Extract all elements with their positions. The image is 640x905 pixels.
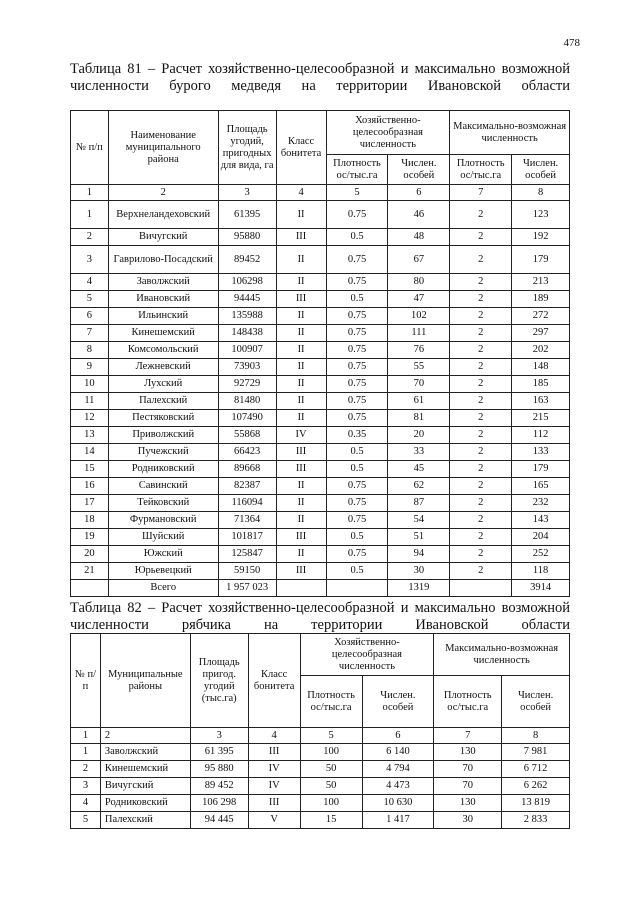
column-numbers xyxy=(71,728,570,744)
table-cell: Южский xyxy=(108,546,218,563)
caption-line: Таблица 82 – Расчет хозяйственно-целесообразной и максимально xyxy=(70,600,496,616)
table-cell: 92729 xyxy=(218,376,276,393)
table-cell: 14 xyxy=(71,444,109,461)
total-label: Всего xyxy=(108,580,218,597)
table-cell: Приволжский xyxy=(108,427,218,444)
table-cell: 70 xyxy=(388,376,450,393)
table-cell: 1 xyxy=(71,744,101,761)
table-cell: II xyxy=(276,478,326,495)
table-cell: Палехский xyxy=(100,812,190,829)
table-cell: 215 xyxy=(512,410,570,427)
table-cell: II xyxy=(276,376,326,393)
table-row xyxy=(71,427,570,444)
table-cell: 163 xyxy=(512,393,570,410)
table-cell: 6 xyxy=(71,308,109,325)
table-cell: 4 473 xyxy=(362,778,434,795)
table-cell: 1 xyxy=(71,728,101,744)
table-cell: 2 xyxy=(450,495,512,512)
table-cell: 0.75 xyxy=(326,325,388,342)
header-econ: Хозяйственно-целесообразная численность xyxy=(326,111,450,155)
table-cell: 55 xyxy=(388,359,450,376)
table-cell: Савинский xyxy=(108,478,218,495)
table-cell: 4 794 xyxy=(362,761,434,778)
table-cell: 4 xyxy=(248,728,300,744)
table-cell: 70 xyxy=(434,778,502,795)
table-cell: 6 712 xyxy=(502,761,570,778)
header-max: Максимально-возможная численность xyxy=(450,111,570,155)
table-cell: IV xyxy=(276,427,326,444)
table-row xyxy=(71,291,570,308)
table-cell: II xyxy=(276,274,326,291)
table-cell: 13 xyxy=(71,427,109,444)
table-cell: 15 xyxy=(300,812,362,829)
table-cell: II xyxy=(276,512,326,529)
table-cell: 7 981 xyxy=(502,744,570,761)
table-cell: 8 xyxy=(502,728,570,744)
table-body xyxy=(71,744,570,829)
header-name: Муниципальные районы xyxy=(100,634,190,728)
table-cell: 70 xyxy=(434,761,502,778)
table-cell: Ильинский xyxy=(108,308,218,325)
table-cell: 179 xyxy=(512,461,570,478)
table-cell: 101817 xyxy=(218,529,276,546)
table-cell: 2 xyxy=(450,325,512,342)
table-cell: 59150 xyxy=(218,563,276,580)
table-cell: 2 xyxy=(450,308,512,325)
table-cell: 48 xyxy=(388,229,450,246)
table-cell: 0.5 xyxy=(326,291,388,308)
table-cell: 12 xyxy=(71,410,109,427)
table-cell: 3 xyxy=(218,185,276,201)
total-econ: 1319 xyxy=(388,580,450,597)
table-cell: III xyxy=(276,291,326,308)
table-cell: 19 xyxy=(71,529,109,546)
table-cell: 8 xyxy=(512,185,570,201)
table-cell: 2 xyxy=(450,461,512,478)
table-cell: 6 140 xyxy=(362,744,434,761)
table-cell: 213 xyxy=(512,274,570,291)
table-cell: III xyxy=(248,744,300,761)
table-row xyxy=(71,478,570,495)
table-cell: 185 xyxy=(512,376,570,393)
table-cell: 2 xyxy=(450,393,512,410)
table-cell: 2 xyxy=(450,563,512,580)
table-cell: 106 298 xyxy=(190,795,248,812)
table-cell: 1 417 xyxy=(362,812,434,829)
table-cell: 130 xyxy=(434,744,502,761)
table-cell: III xyxy=(276,444,326,461)
table-cell: 2 xyxy=(450,376,512,393)
table-cell: 0.75 xyxy=(326,478,388,495)
table-cell: II xyxy=(276,342,326,359)
table-cell: 62 xyxy=(388,478,450,495)
table-cell: 2 xyxy=(450,427,512,444)
total-area: 1 957 023 xyxy=(218,580,276,597)
table-row xyxy=(71,512,570,529)
table-cell: 3 xyxy=(71,246,109,274)
table-cell: 143 xyxy=(512,512,570,529)
table-row xyxy=(71,308,570,325)
table-cell: 202 xyxy=(512,342,570,359)
table-cell: 3 xyxy=(71,778,101,795)
column-numbers xyxy=(71,185,570,201)
header-num: № п/п xyxy=(71,111,109,185)
table-cell: 2 xyxy=(450,291,512,308)
table-cell: 81480 xyxy=(218,393,276,410)
table-cell: II xyxy=(276,495,326,512)
hazel-grouse-population-table xyxy=(70,633,570,829)
table-cell: 111 xyxy=(388,325,450,342)
total-row xyxy=(71,580,570,597)
table-cell: 0.5 xyxy=(326,529,388,546)
table-cell: 0.75 xyxy=(326,393,388,410)
bear-population-table xyxy=(70,110,570,597)
table-cell: 0.35 xyxy=(326,427,388,444)
table-row xyxy=(71,546,570,563)
table-cell: 2 xyxy=(450,512,512,529)
header-max: Максимально-возможная численность xyxy=(434,634,570,676)
table-cell: Вичугский xyxy=(100,778,190,795)
table-cell: Юрьевецкий xyxy=(108,563,218,580)
header-density: Плотность ос/тыс.га xyxy=(450,155,512,185)
table-cell: 73903 xyxy=(218,359,276,376)
table-cell: Пестяковский xyxy=(108,410,218,427)
table-cell: 4 xyxy=(276,185,326,201)
table-cell: 2 xyxy=(100,728,190,744)
table-cell: 0.75 xyxy=(326,359,388,376)
table-row xyxy=(71,744,570,761)
table-cell: 61 395 xyxy=(190,744,248,761)
table-cell: 2 xyxy=(450,444,512,461)
page-number: 478 xyxy=(563,37,580,49)
table-cell: 47 xyxy=(388,291,450,308)
table-cell: 2 xyxy=(450,229,512,246)
table-cell: II xyxy=(276,201,326,229)
table-cell: 192 xyxy=(512,229,570,246)
table-cell: 2 xyxy=(450,478,512,495)
table-cell: 1 xyxy=(71,201,109,229)
table-cell: II xyxy=(276,359,326,376)
table-cell: 100 xyxy=(300,744,362,761)
header-area: Площадь пригод. угодий (тыс.га) xyxy=(190,634,248,728)
table-cell: II xyxy=(276,308,326,325)
table-cell: 7 xyxy=(450,185,512,201)
table-cell: IV xyxy=(248,778,300,795)
table-cell: Фурмановский xyxy=(108,512,218,529)
table-cell: 4 xyxy=(71,274,109,291)
total-max: 3914 xyxy=(512,580,570,597)
table-cell: 116094 xyxy=(218,495,276,512)
table-cell: 118 xyxy=(512,563,570,580)
table-cell: Шуйский xyxy=(108,529,218,546)
table-cell: 10 xyxy=(71,376,109,393)
table-cell: II xyxy=(276,246,326,274)
table-cell: 8 xyxy=(71,342,109,359)
table-row xyxy=(71,376,570,393)
table-cell: IV xyxy=(248,761,300,778)
table-cell: Гаврилово-Посадский xyxy=(108,246,218,274)
table-cell: III xyxy=(276,461,326,478)
table-cell: III xyxy=(276,229,326,246)
table-row xyxy=(71,761,570,778)
table-cell: 67 xyxy=(388,246,450,274)
table-cell: 95880 xyxy=(218,229,276,246)
table-cell: 94 xyxy=(388,546,450,563)
header-class: Класс бонитета xyxy=(276,111,326,185)
table-row xyxy=(71,495,570,512)
caption-line: возможной численности рябчика на территории Ивановской области xyxy=(70,600,570,633)
table-81-caption xyxy=(70,61,570,112)
table-cell: III xyxy=(248,795,300,812)
header-count: Числен. особей xyxy=(362,676,434,728)
table-cell: Заволжский xyxy=(100,744,190,761)
table-cell: Кинешемский xyxy=(100,761,190,778)
table-cell: 102 xyxy=(388,308,450,325)
table-cell: 46 xyxy=(388,201,450,229)
table-row xyxy=(71,444,570,461)
header-count: Числен. особей xyxy=(502,676,570,728)
table-row xyxy=(71,563,570,580)
table-cell: 2 xyxy=(71,229,109,246)
caption-line: Таблица 81 – Расчет хозяйственно-целесообразной и максимально xyxy=(70,61,496,77)
table-cell: 5 xyxy=(326,185,388,201)
table-cell: 272 xyxy=(512,308,570,325)
table-cell: 89668 xyxy=(218,461,276,478)
table-cell: 112 xyxy=(512,427,570,444)
table-body xyxy=(71,201,570,580)
table-cell: 6 262 xyxy=(502,778,570,795)
table-cell: 17 xyxy=(71,495,109,512)
table-cell: 6 xyxy=(388,185,450,201)
table-cell: 16 xyxy=(71,478,109,495)
table-cell: 232 xyxy=(512,495,570,512)
table-cell: Родниковский xyxy=(108,461,218,478)
header-name: Наименование муниципального района xyxy=(108,111,218,185)
table-row xyxy=(71,325,570,342)
table-cell: 66423 xyxy=(218,444,276,461)
table-cell: 0.5 xyxy=(326,229,388,246)
table-cell: II xyxy=(276,546,326,563)
table-cell: Кинешемский xyxy=(108,325,218,342)
table-cell: 5 xyxy=(300,728,362,744)
table-cell: III xyxy=(276,563,326,580)
table-cell: 100907 xyxy=(218,342,276,359)
table-cell: 54 xyxy=(388,512,450,529)
table-cell: 0.5 xyxy=(326,444,388,461)
table-cell: 148438 xyxy=(218,325,276,342)
column-number-row xyxy=(71,728,570,744)
table-cell: 71364 xyxy=(218,512,276,529)
table-cell: 2 xyxy=(450,529,512,546)
table-row xyxy=(71,201,570,229)
header-area: Площадь угодий, пригодных для вида, га xyxy=(218,111,276,185)
table-cell: 133 xyxy=(512,444,570,461)
table-cell: 15 xyxy=(71,461,109,478)
table-cell: Вичугский xyxy=(108,229,218,246)
table-cell: 0.75 xyxy=(326,201,388,229)
table-cell: 135988 xyxy=(218,308,276,325)
table-cell: II xyxy=(276,325,326,342)
table-row xyxy=(71,342,570,359)
header-num: № п/п xyxy=(71,634,101,728)
table-cell: 125847 xyxy=(218,546,276,563)
table-cell: V xyxy=(248,812,300,829)
table-cell: 2 xyxy=(450,342,512,359)
table-cell: Палехский xyxy=(108,393,218,410)
table-cell: Заволжский xyxy=(108,274,218,291)
table-cell: 0.5 xyxy=(326,563,388,580)
table-row xyxy=(71,461,570,478)
table-cell: 0.75 xyxy=(326,274,388,291)
table-cell: 3 xyxy=(190,728,248,744)
table-cell: Ивановский xyxy=(108,291,218,308)
table-cell: II xyxy=(276,393,326,410)
table-cell: 76 xyxy=(388,342,450,359)
table-cell: 30 xyxy=(434,812,502,829)
table-cell: 61395 xyxy=(218,201,276,229)
table-cell: 21 xyxy=(71,563,109,580)
table-cell: 33 xyxy=(388,444,450,461)
table-cell: 252 xyxy=(512,546,570,563)
table-cell: 55868 xyxy=(218,427,276,444)
table-cell: 89 452 xyxy=(190,778,248,795)
table-cell: 11 xyxy=(71,393,109,410)
header-econ: Хозяйственно-целесообразная численность xyxy=(300,634,434,676)
table-cell: 20 xyxy=(388,427,450,444)
table-cell: Лухский xyxy=(108,376,218,393)
table-row xyxy=(71,812,570,829)
table-cell: 2 xyxy=(71,761,101,778)
table-cell: 1 xyxy=(71,185,109,201)
table-cell: 9 xyxy=(71,359,109,376)
table-cell: 2 xyxy=(450,246,512,274)
table-cell: 204 xyxy=(512,529,570,546)
caption-line: области xyxy=(521,78,570,94)
table-cell: 20 xyxy=(71,546,109,563)
table-cell: 50 xyxy=(300,761,362,778)
table-cell: 7 xyxy=(434,728,502,744)
table-cell: Родниковский xyxy=(100,795,190,812)
table-cell: 189 xyxy=(512,291,570,308)
header-class: Класс бонитета xyxy=(248,634,300,728)
table-cell: 165 xyxy=(512,478,570,495)
table-cell: 87 xyxy=(388,495,450,512)
table-cell: 0.75 xyxy=(326,495,388,512)
table-cell: Тейковский xyxy=(108,495,218,512)
table-cell: 297 xyxy=(512,325,570,342)
table-cell: 106298 xyxy=(218,274,276,291)
table-cell: II xyxy=(276,410,326,427)
table-row xyxy=(71,778,570,795)
table-cell: 2 xyxy=(450,546,512,563)
table-cell: 6 xyxy=(362,728,434,744)
table-cell: 2 xyxy=(450,410,512,427)
table-cell: 45 xyxy=(388,461,450,478)
table-cell: 2 xyxy=(450,274,512,291)
table-cell: 179 xyxy=(512,246,570,274)
table-row xyxy=(71,529,570,546)
table-cell: 94 445 xyxy=(190,812,248,829)
table-cell: 0.75 xyxy=(326,342,388,359)
table-row xyxy=(71,410,570,427)
table-cell: 4 xyxy=(71,795,101,812)
table-cell: 50 xyxy=(300,778,362,795)
table-cell: 80 xyxy=(388,274,450,291)
header-density: Плотность ос/тыс.га xyxy=(434,676,502,728)
table-cell: 2 xyxy=(450,201,512,229)
table-cell: 2 xyxy=(108,185,218,201)
table-cell: 82387 xyxy=(218,478,276,495)
table-cell: 7 xyxy=(71,325,109,342)
table-cell: 51 xyxy=(388,529,450,546)
table-cell: 0.5 xyxy=(326,461,388,478)
table-cell: 5 xyxy=(71,291,109,308)
table-cell: 61 xyxy=(388,393,450,410)
table-cell: 100 xyxy=(300,795,362,812)
table-cell: 81 xyxy=(388,410,450,427)
table-cell: 0.75 xyxy=(326,246,388,274)
table-cell: 148 xyxy=(512,359,570,376)
table-cell: 89452 xyxy=(218,246,276,274)
header-count: Числен. особей xyxy=(512,155,570,185)
table-cell: Верхнеландеховский xyxy=(108,201,218,229)
header-density: Плотность ос/тыс.га xyxy=(300,676,362,728)
table-cell: 5 xyxy=(71,812,101,829)
table-cell: 0.75 xyxy=(326,308,388,325)
table-cell: 2 833 xyxy=(502,812,570,829)
table-cell: 10 630 xyxy=(362,795,434,812)
table-row xyxy=(71,229,570,246)
table-cell: Пучежский xyxy=(108,444,218,461)
table-cell: 0.75 xyxy=(326,376,388,393)
table-cell: 94445 xyxy=(218,291,276,308)
table-cell: 13 819 xyxy=(502,795,570,812)
table-row xyxy=(71,795,570,812)
table-cell: 30 xyxy=(388,563,450,580)
table-cell: 123 xyxy=(512,201,570,229)
table-cell: 107490 xyxy=(218,410,276,427)
table-cell: 0.75 xyxy=(326,410,388,427)
table-cell: 95 880 xyxy=(190,761,248,778)
table-row xyxy=(71,274,570,291)
table-row xyxy=(71,246,570,274)
column-number-row xyxy=(71,185,570,201)
table-cell: Лежневский xyxy=(108,359,218,376)
caption-line: возможной численности бурого медведя на территории Ивановской xyxy=(70,61,570,94)
table-cell: 0.75 xyxy=(326,546,388,563)
header-count: Числен. особей xyxy=(388,155,450,185)
table-cell: 0.75 xyxy=(326,512,388,529)
table-row xyxy=(71,359,570,376)
table-cell: III xyxy=(276,529,326,546)
table-row xyxy=(71,393,570,410)
table-cell: 130 xyxy=(434,795,502,812)
table-cell: 18 xyxy=(71,512,109,529)
table-cell: 2 xyxy=(450,359,512,376)
table-cell: Комсомольский xyxy=(108,342,218,359)
header-density: Плотность ос/тыс.га xyxy=(326,155,388,185)
